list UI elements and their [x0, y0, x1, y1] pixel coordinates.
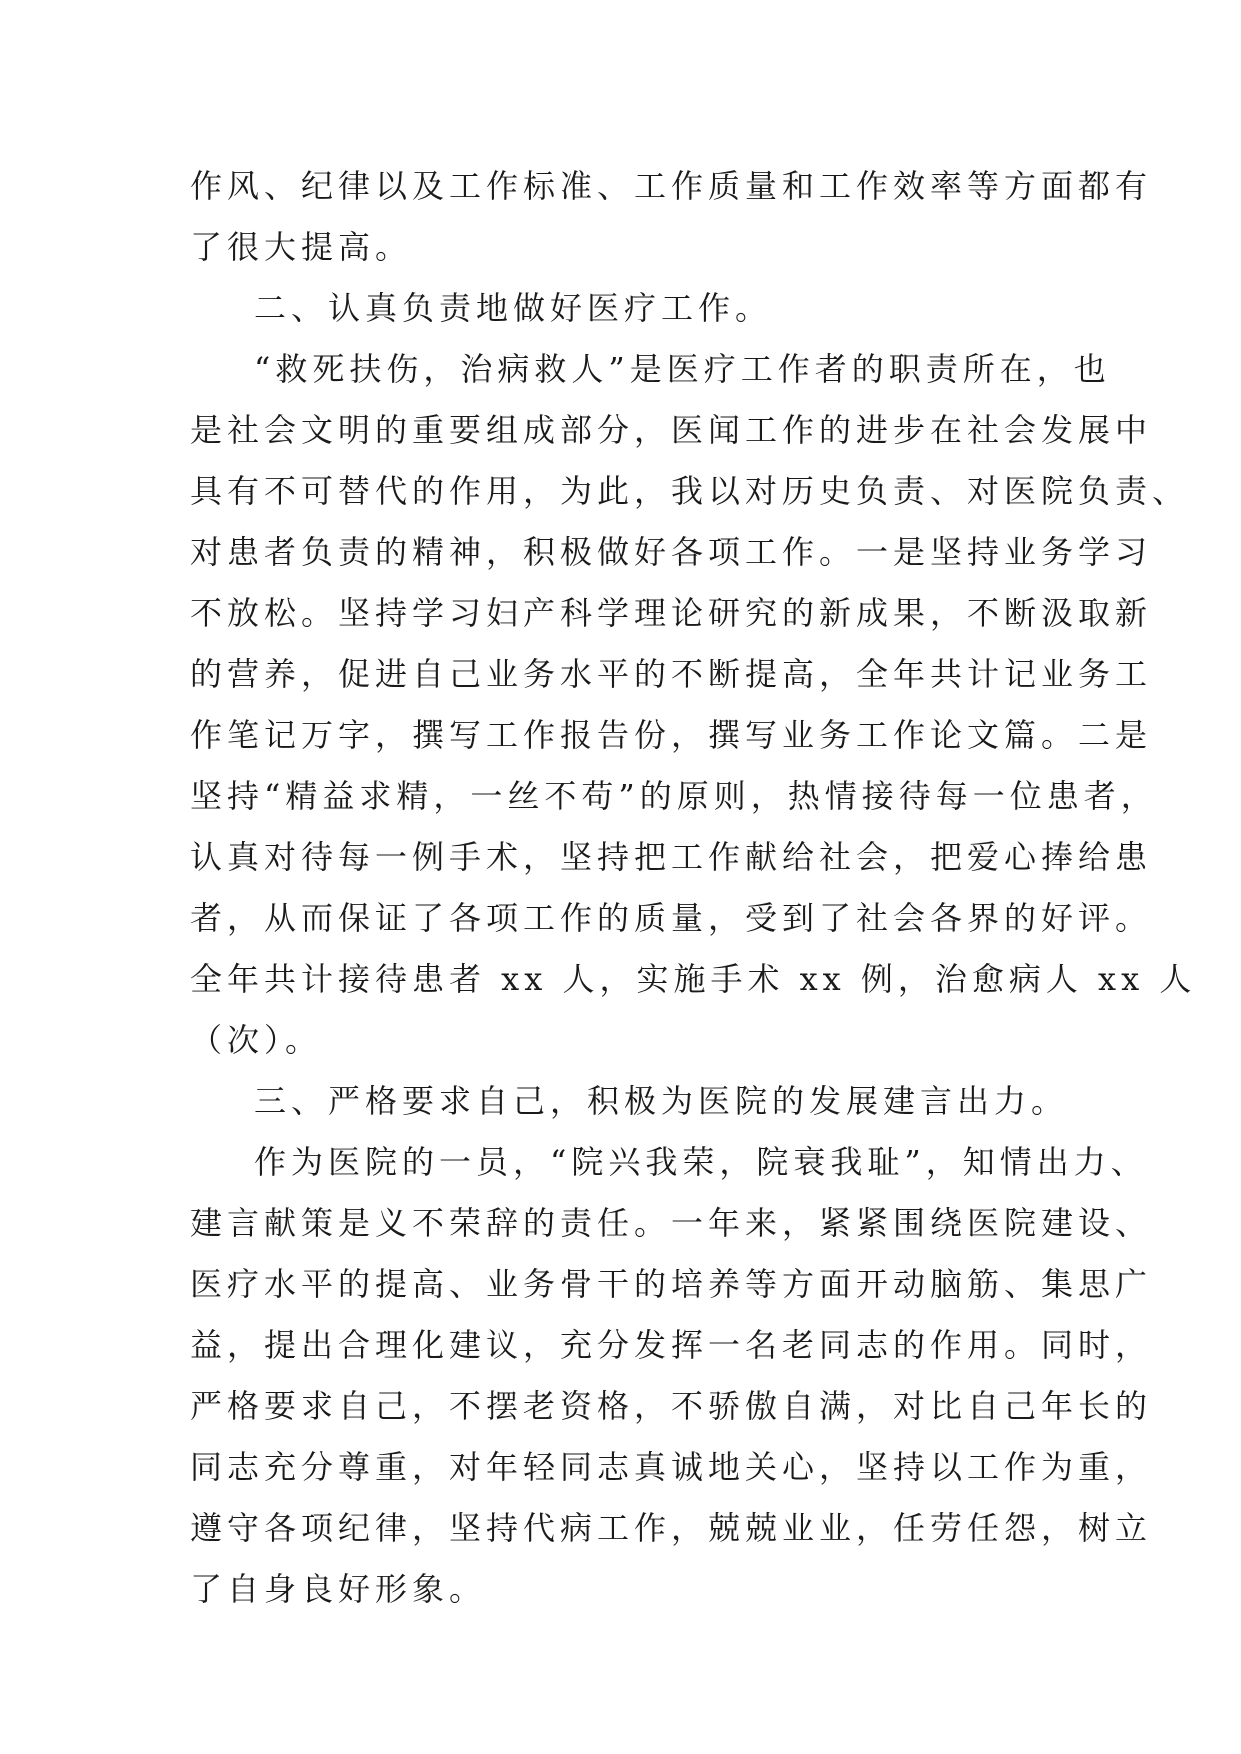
document-body — [190, 156, 1197, 1620]
text-line: 遵守各项纪律，坚持代病工作，兢兢业业，任劳任怨，树立 — [190, 1509, 1153, 1547]
text-line: 三、严格要求自己，积极为医院的发展建言出力。 — [254, 1082, 1069, 1120]
text-line: 作笔记万字，撰写工作报告份，撰写业务工作论文篇。二是 — [190, 716, 1153, 754]
text-line: 具有不可替代的作用，为此，我以对历史负责、对医院负责、 — [190, 472, 1190, 510]
text-line: 的营养，促进自己业务水平的不断提高，全年共计记业务工 — [190, 655, 1153, 693]
text-line: 坚持“精益求精，一丝不苟”的原则，热情接待每一位患者， — [190, 777, 1158, 815]
text-line: 作为医院的一员，“院兴我荣，院衰我耻”，知情出力、 — [254, 1143, 1148, 1181]
text-line: 二、认真负责地做好医疗工作。 — [254, 289, 773, 327]
text-line: 不放松。坚持学习妇产科学理论研究的新成果，不断汲取新 — [190, 594, 1153, 632]
text-line: 对患者负责的精神，积极做好各项工作。一是坚持业务学习 — [190, 533, 1153, 571]
text-line: 医疗水平的提高、业务骨干的培养等方面开动脑筋、集思广 — [190, 1265, 1153, 1303]
text-line: 认真对待每一例手术，坚持把工作献给社会，把爱心捧给患 — [190, 838, 1153, 876]
text-line: 了很大提高。 — [190, 228, 413, 266]
text-line: “救死扶伤，治病救人”是医疗工作者的职责所在，也 — [254, 350, 1111, 388]
text-line: 益，提出合理化建议，充分发挥一名老同志的作用。同时， — [190, 1326, 1153, 1364]
text-line: 是社会文明的重要组成部分，医闻工作的进步在社会发展中 — [190, 411, 1153, 449]
text-line: 作风、纪律以及工作标准、工作质量和工作效率等方面都有 — [190, 167, 1153, 205]
text-line: 建言献策是义不荣辞的责任。一年来，紧紧围绕医院建设、 — [190, 1204, 1153, 1242]
text-line: 同志充分尊重，对年轻同志真诚地关心，坚持以工作为重， — [190, 1448, 1153, 1486]
text-line: （次）。 — [190, 1021, 323, 1059]
text-line: 严格要求自己，不摆老资格，不骄傲自满，对比自己年长的 — [190, 1387, 1153, 1425]
text-line: 了自身良好形象。 — [190, 1570, 487, 1608]
text-line: 全年共计接待患者 xx 人，实施手术 xx 例，治愈病人 xx 人 — [190, 960, 1197, 998]
text-line: 者，从而保证了各项工作的质量，受到了社会各界的好评。 — [190, 899, 1153, 937]
